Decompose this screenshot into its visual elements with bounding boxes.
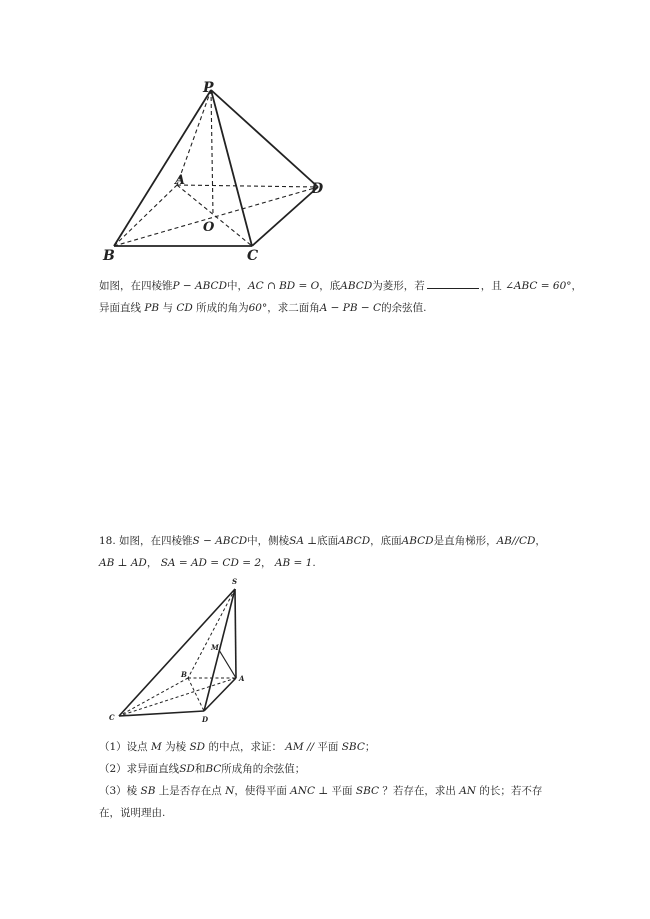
problem18-line1: 18. 如图，在四棱锥S − ABCD中，侧棱SA ⊥底面ABCD，底面ABCD是直角梯形，AB//CD， [99, 535, 546, 547]
answer-blank[interactable] [427, 279, 479, 289]
label-b: B [181, 670, 187, 679]
problem18-question3-line2: 在，说明理由. [99, 807, 166, 819]
label-s: S [232, 577, 238, 586]
label-c: C [247, 248, 259, 263]
label-d: D [311, 181, 324, 197]
pyramid-p-abcd-figure [95, 78, 345, 263]
label-p: P [203, 80, 214, 96]
pyramid-s-abcd-figure [100, 574, 260, 732]
problem17-line1: 如图，在四棱锥P − ABCD中，AC ∩ BD = O，底ABCD为菱形，若 ，且 ∠ABC = 60°， [99, 280, 583, 292]
problem18-line2: AB ⊥ AD， SA = AD = CD = 2， AB = 1. [99, 557, 316, 569]
label-o: O [203, 220, 215, 235]
label-d: D [202, 715, 209, 724]
problem18-question1: （1）设点 M 为棱 SD 的中点，求证： AM // 平面 SBC； [99, 741, 376, 753]
label-b: B [103, 248, 115, 263]
label-c: C [109, 713, 115, 722]
problem18-question3-line1: （3）棱 SB 上是否存在点 N，使得平面 ANC ⊥ 平面 SBC ？若存在，求出 AN 的长；若不存 [99, 785, 543, 797]
label-m: M [211, 643, 219, 652]
problem18-question2: （2）求异面直线SD和BC所成角的余弦值； [99, 763, 306, 775]
label-a: A [175, 173, 186, 188]
label-a: A [239, 674, 245, 683]
problem17-line2: 异面直线 PB 与 CD 所成的角为60°，求二面角A − PB − C的余弦值. [99, 302, 427, 314]
